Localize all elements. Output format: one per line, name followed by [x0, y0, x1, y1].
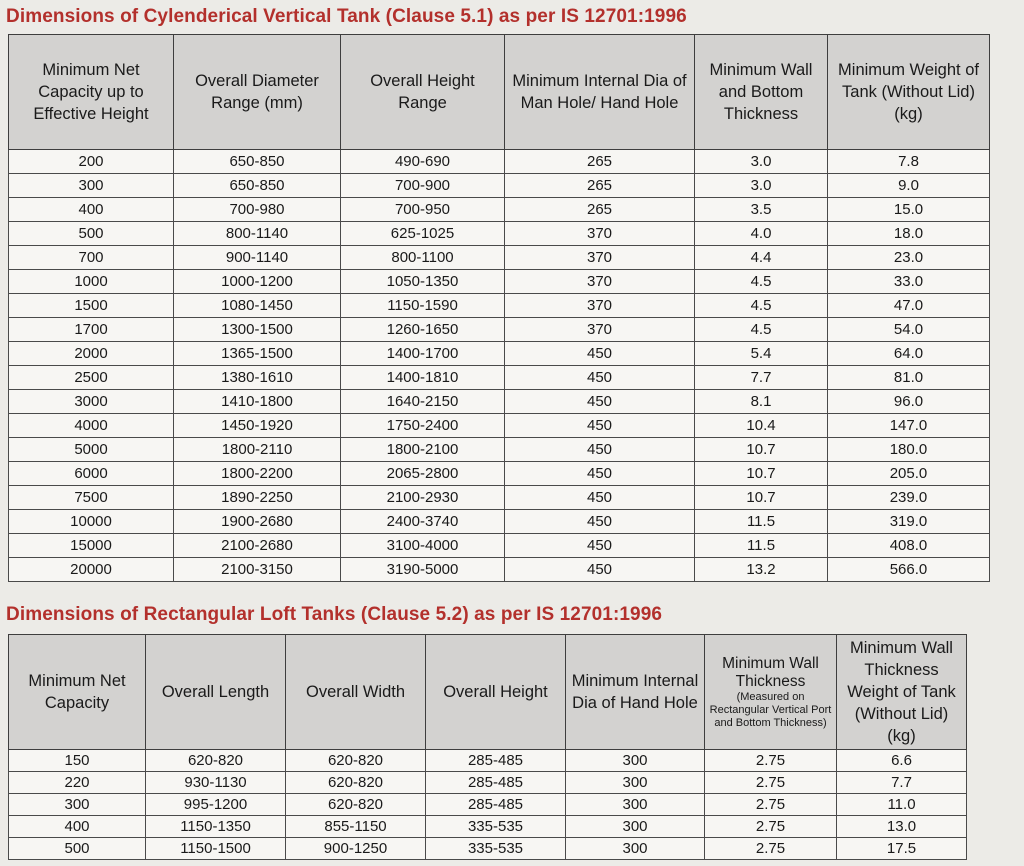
table-row: [9, 486, 990, 510]
wall-thickness-cell: 10.4: [695, 414, 828, 438]
weight-cell: 566.0: [828, 558, 990, 582]
diameter-range-cell: 650-850: [174, 174, 341, 198]
manhole-dia-cell: 450: [505, 486, 695, 510]
length-header: Overall Length: [146, 635, 286, 750]
tank-weight-header: Minimum Wall Thickness Weight of Tank (Without Lid)(kg): [837, 635, 967, 750]
weight-cell: 81.0: [828, 366, 990, 390]
height-range-cell: 2065-2800: [341, 462, 505, 486]
width-cell: 620-820: [286, 750, 426, 772]
manhole-dia-cell: 450: [505, 414, 695, 438]
manhole-dia-cell: 370: [505, 222, 695, 246]
height-range-cell: 1640-2150: [341, 390, 505, 414]
weight-cell: 17.5: [837, 838, 967, 860]
manhole-dia-cell: 450: [505, 462, 695, 486]
height-range-cell: 700-900: [341, 174, 505, 198]
diameter-range-cell: 1380-1610: [174, 366, 341, 390]
wall-thickness-cell: 2.75: [705, 772, 837, 794]
weight-cell: 408.0: [828, 534, 990, 558]
wall-thickness-cell: 4.5: [695, 294, 828, 318]
capacity-cell: 20000: [9, 558, 174, 582]
table-row: [9, 414, 990, 438]
manhole-dia-cell: 450: [505, 558, 695, 582]
wall-thickness-cell: 10.7: [695, 486, 828, 510]
diameter-range-cell: 800-1140: [174, 222, 341, 246]
loft-tank-table-body: [9, 750, 967, 860]
weight-cell: 11.0: [837, 794, 967, 816]
weight-cell: 205.0: [828, 462, 990, 486]
diameter-range-cell: 1450-1920: [174, 414, 341, 438]
capacity-cell: 500: [9, 838, 146, 860]
diameter-range-cell: 1410-1800: [174, 390, 341, 414]
manhole-dia-cell: 450: [505, 510, 695, 534]
handhole-dia-cell: 300: [566, 772, 705, 794]
capacity-header: Minimum Net Capacity: [9, 635, 146, 750]
width-cell: 620-820: [286, 794, 426, 816]
width-cell: 900-1250: [286, 838, 426, 860]
wall-thickness-cell: 10.7: [695, 462, 828, 486]
wall-thickness-cell: 3.0: [695, 174, 828, 198]
manhole-dia-header: Minimum Internal Dia of Man Hole/ Hand Hole: [505, 35, 695, 150]
weight-cell: 13.0: [837, 816, 967, 838]
weight-cell: 23.0: [828, 246, 990, 270]
length-cell: 930-1130: [146, 772, 286, 794]
table-row: [9, 294, 990, 318]
capacity-cell: 10000: [9, 510, 174, 534]
height-range-cell: 2100-2930: [341, 486, 505, 510]
height-range-cell: 1750-2400: [341, 414, 505, 438]
weight-cell: 7.8: [828, 150, 990, 174]
wall-thickness-header-main: Minimum Wall Thickness: [722, 654, 819, 690]
capacity-cell: 15000: [9, 534, 174, 558]
capacity-cell: 500: [9, 222, 174, 246]
table-row: [9, 794, 967, 816]
wall-thickness-cell: 7.7: [695, 366, 828, 390]
width-header: Overall Width: [286, 635, 426, 750]
table-row: [9, 222, 990, 246]
weight-cell: 6.6: [837, 750, 967, 772]
capacity-cell: 150: [9, 750, 146, 772]
capacity-cell: 3000: [9, 390, 174, 414]
wall-thickness-header: Minimum Wall and Bottom Thickness: [695, 35, 828, 150]
table-header-row: [9, 35, 990, 150]
capacity-cell: 2000: [9, 342, 174, 366]
manhole-dia-cell: 450: [505, 438, 695, 462]
height-range-cell: 1260-1650: [341, 318, 505, 342]
height-range-cell: 800-1100: [341, 246, 505, 270]
handhole-dia-cell: 300: [566, 794, 705, 816]
diameter-range-cell: 1890-2250: [174, 486, 341, 510]
height-range-cell: 490-690: [341, 150, 505, 174]
manhole-dia-cell: 370: [505, 246, 695, 270]
tank-weight-header: Minimum Weight of Tank (Without Lid) (kg): [828, 35, 990, 150]
loft-tank-title: Dimensions of Rectangular Loft Tanks (Clause 5.2) as per IS 12701:1996: [6, 604, 663, 625]
diameter-range-cell: 1365-1500: [174, 342, 341, 366]
weight-cell: 54.0: [828, 318, 990, 342]
height-range-cell: 1800-2100: [341, 438, 505, 462]
wall-thickness-cell: 3.0: [695, 150, 828, 174]
weight-cell: 7.7: [837, 772, 967, 794]
capacity-cell: 1500: [9, 294, 174, 318]
length-cell: 1150-1350: [146, 816, 286, 838]
table-row: [9, 246, 990, 270]
capacity-cell: 700: [9, 246, 174, 270]
height-range-cell: 1400-1700: [341, 342, 505, 366]
manhole-dia-cell: 450: [505, 366, 695, 390]
cylindrical-tank-table: [8, 34, 990, 582]
wall-thickness-cell: 13.2: [695, 558, 828, 582]
manhole-dia-cell: 450: [505, 342, 695, 366]
handhole-dia-cell: 300: [566, 750, 705, 772]
table-row: [9, 174, 990, 198]
capacity-cell: 300: [9, 794, 146, 816]
weight-cell: 239.0: [828, 486, 990, 510]
manhole-dia-cell: 370: [505, 318, 695, 342]
wall-thickness-cell: 4.4: [695, 246, 828, 270]
height-cell: 335-535: [426, 838, 566, 860]
wall-thickness-cell: 10.7: [695, 438, 828, 462]
table-row: [9, 318, 990, 342]
height-cell: 285-485: [426, 794, 566, 816]
diameter-range-cell: 650-850: [174, 150, 341, 174]
manhole-dia-cell: 265: [505, 174, 695, 198]
table-row: [9, 558, 990, 582]
capacity-cell: 220: [9, 772, 146, 794]
table-header-row: [9, 635, 967, 750]
wall-thickness-cell: 2.75: [705, 816, 837, 838]
length-cell: 1150-1500: [146, 838, 286, 860]
height-cell: 335-535: [426, 816, 566, 838]
table-row: [9, 342, 990, 366]
diameter-range-cell: 2100-2680: [174, 534, 341, 558]
height-range-cell: 2400-3740: [341, 510, 505, 534]
handhole-dia-cell: 300: [566, 838, 705, 860]
wall-thickness-cell: 11.5: [695, 510, 828, 534]
table-row: [9, 438, 990, 462]
table-row: [9, 816, 967, 838]
table-row: [9, 390, 990, 414]
handhole-dia-cell: 300: [566, 816, 705, 838]
weight-cell: 319.0: [828, 510, 990, 534]
weight-cell: 180.0: [828, 438, 990, 462]
capacity-cell: 7500: [9, 486, 174, 510]
length-cell: 995-1200: [146, 794, 286, 816]
capacity-cell: 5000: [9, 438, 174, 462]
wall-thickness-cell: 4.0: [695, 222, 828, 246]
table-row: [9, 510, 990, 534]
diameter-range-cell: 1000-1200: [174, 270, 341, 294]
weight-cell: 15.0: [828, 198, 990, 222]
manhole-dia-cell: 265: [505, 150, 695, 174]
table-row: [9, 462, 990, 486]
table-row: [9, 534, 990, 558]
height-header: Overall Height: [426, 635, 566, 750]
weight-cell: 47.0: [828, 294, 990, 318]
weight-cell: 64.0: [828, 342, 990, 366]
capacity-cell: 1700: [9, 318, 174, 342]
table-row: [9, 366, 990, 390]
cylindrical-tank-title: Dimensions of Cylenderical Vertical Tank (Clause 5.1) as per IS 12701:1996: [6, 6, 687, 27]
capacity-cell: 2500: [9, 366, 174, 390]
manhole-dia-cell: 370: [505, 294, 695, 318]
table-row: [9, 838, 967, 860]
height-range-cell: 1150-1590: [341, 294, 505, 318]
diameter-range-cell: 1080-1450: [174, 294, 341, 318]
diameter-range-cell: 900-1140: [174, 246, 341, 270]
capacity-cell: 400: [9, 816, 146, 838]
wall-thickness-cell: 8.1: [695, 390, 828, 414]
diameter-range-cell: 1800-2110: [174, 438, 341, 462]
height-range-cell: 3190-5000: [341, 558, 505, 582]
height-range-cell: 1050-1350: [341, 270, 505, 294]
weight-cell: 33.0: [828, 270, 990, 294]
diameter-range-cell: 2100-3150: [174, 558, 341, 582]
table-row: [9, 750, 967, 772]
manhole-dia-cell: 450: [505, 390, 695, 414]
handhole-dia-header: Minimum Internal Dia of Hand Hole: [566, 635, 705, 750]
capacity-cell: 200: [9, 150, 174, 174]
capacity-cell: 1000: [9, 270, 174, 294]
manhole-dia-cell: 265: [505, 198, 695, 222]
capacity-cell: 6000: [9, 462, 174, 486]
wall-thickness-header-note: (Measured on Rectangular Vertical Port and Bottom Thickness): [709, 690, 832, 729]
wall-thickness-cell: 5.4: [695, 342, 828, 366]
loft-tank-table: [8, 634, 967, 860]
wall-thickness-cell: 11.5: [695, 534, 828, 558]
diameter-range-cell: 700-980: [174, 198, 341, 222]
capacity-cell: 4000: [9, 414, 174, 438]
diameter-range-header: Overall Diameter Range (mm): [174, 35, 341, 150]
diameter-range-cell: 1300-1500: [174, 318, 341, 342]
table-row: [9, 198, 990, 222]
wall-thickness-cell: 4.5: [695, 318, 828, 342]
height-cell: 285-485: [426, 772, 566, 794]
height-range-cell: 3100-4000: [341, 534, 505, 558]
capacity-cell: 300: [9, 174, 174, 198]
height-range-cell: 1400-1810: [341, 366, 505, 390]
weight-cell: 9.0: [828, 174, 990, 198]
wall-thickness-cell: 2.75: [705, 794, 837, 816]
wall-thickness-cell: 3.5: [695, 198, 828, 222]
capacity-header: Minimum Net Capacity up to Effective Height: [9, 35, 174, 150]
cylindrical-tank-table-body: [9, 150, 990, 582]
wall-thickness-header: [705, 635, 837, 750]
weight-cell: 147.0: [828, 414, 990, 438]
length-cell: 620-820: [146, 750, 286, 772]
width-cell: 620-820: [286, 772, 426, 794]
diameter-range-cell: 1900-2680: [174, 510, 341, 534]
height-range-cell: 625-1025: [341, 222, 505, 246]
height-range-header: Overall Height Range: [341, 35, 505, 150]
weight-cell: 96.0: [828, 390, 990, 414]
height-range-cell: 700-950: [341, 198, 505, 222]
diameter-range-cell: 1800-2200: [174, 462, 341, 486]
capacity-cell: 400: [9, 198, 174, 222]
table-row: [9, 150, 990, 174]
width-cell: 855-1150: [286, 816, 426, 838]
manhole-dia-cell: 370: [505, 270, 695, 294]
wall-thickness-cell: 4.5: [695, 270, 828, 294]
wall-thickness-cell: 2.75: [705, 838, 837, 860]
height-cell: 285-485: [426, 750, 566, 772]
manhole-dia-cell: 450: [505, 534, 695, 558]
wall-thickness-cell: 2.75: [705, 750, 837, 772]
table-row: [9, 270, 990, 294]
weight-cell: 18.0: [828, 222, 990, 246]
table-row: [9, 772, 967, 794]
